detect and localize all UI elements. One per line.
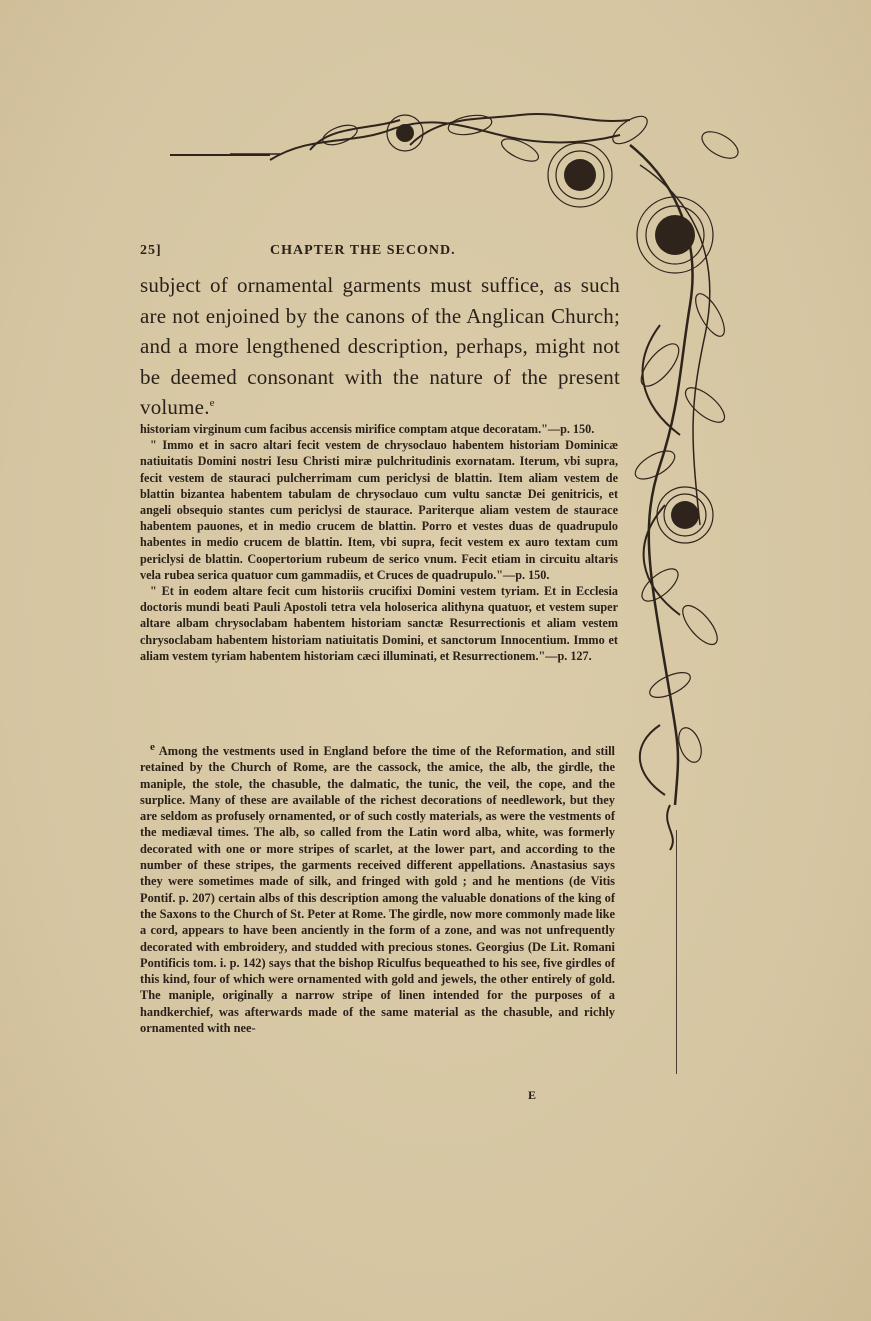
footnote-e-mark: e: [150, 740, 155, 753]
note-paragraph-3: " Et in eodem altare fecit cum historiis crucifixi Domini vestem tyriam. Et in Ecclesia doctoris mundi beati Pauli Apostoli tetra vela holoserica alithyna quatuor, et vestem super altare albam chrysoclabam habentem historiam sanctæ Resurrectionis et aliam vestem chrysoclabam habentem historiam natiuitatis Domini, et sanctorum Innocentium. Immo et aliam vestem tyriam habentem historiam cæci illuminati, et Resurrectionem."—p. 127.: [140, 584, 618, 663]
note-paragraph-1: historiam virginum cum facibus accensis mirifice comptam atque decoratam."—p. 150.: [140, 422, 595, 436]
lead-text: subject of ornamental garments must suffice, as such are not enjoined by the canons of the Anglican Church; and a more lengthened description, perhaps, might not be deemed consonant with the nature of the present volume.: [140, 273, 620, 419]
note-paragraph-2: " Immo et in sacro altari fecit vestem de chrysoclauo habentem historiam Dominicæ natiuitatis Domini nostri Iesu Christi miræ pulchritudinis exornatam. Iterum, vbi supra, fecit vestem de stauraci pulcherrimam cum periclysi de blattin. Item aliam vestem de blattin bizantea habentem tabulam de chrysoclauo cum vultu sanctæ Dei genitricis, et angeli obsequio stantes cum periclysi de staurace. Pariterque aliam vestem de staurace habentem pauones, et in medio crucem de blattin. Porro et vestes duas de quadrupulo habentes in medio crucem de blattin. Item, vbi supra, fecit vestem ex auro textam cum periclysi de blattin. Coopertorium rubeum de serico vnum. Fecit etiam in circuitu altaris vela rubea serica quatuor cum gammadiis, et Cruces de quadrupulo."—p. 150.: [140, 438, 618, 582]
lead-paragraph: [140, 270, 620, 423]
note-paragraph-4: Among the vestments used in England before the time of the Reformation, and still retained by the Church of Rome, are the cassock, the amice, the alb, the girdle, the maniple, the stole, the chasuble, the dalmatic, the tunic, the veil, the cope, and the surplice. Many of these are available of the richest decorations of needlework, but they are seldom as profusely ornamented, or of such costly materials, as were the vestments of the mediæval times. The alb, so called from the Latin word alba, white, was formerly decorated with one or more stripes of scarlet, at the lower part, and according to the number of these stripes, the garments received different appellations. Anastasius says they were sometimes made of silk, and fringed with gold ; and he mentions (de Vitis Pontif. p. 207) certain albs of this description among the valuable donations of the king of the Saxons to the Church of St. Peter at Rome. The girdle, now more commonly made like a cord, appears to have been anciently in the form of a zone, and was not unfrequently decorated with embroidery, and studded with precious stones. Georgius (De Lit. Romani Pontificis tom. i. p. 142) says that the bishop Riculfus bequeathed to his see, five girdles of this kind, four of which were ornamented with gold and jewels, the other entirely of gold. The maniple, originally a narrow stripe of linen intended for the purposes of a handkerchief, was afterwards made of the same material as the chasuble, and richly ornamented with nee-: [140, 744, 615, 1036]
footnote-e: [140, 740, 615, 1036]
running-head: CHAPTER THE SECOND.: [270, 243, 456, 258]
footnote-mark: e: [209, 397, 215, 409]
signature-mark: E: [528, 1088, 537, 1102]
footnotes-latin: [140, 421, 618, 664]
page-number: 25]: [140, 243, 162, 258]
vertical-rule: [676, 830, 677, 1074]
page-header: [140, 243, 640, 263]
